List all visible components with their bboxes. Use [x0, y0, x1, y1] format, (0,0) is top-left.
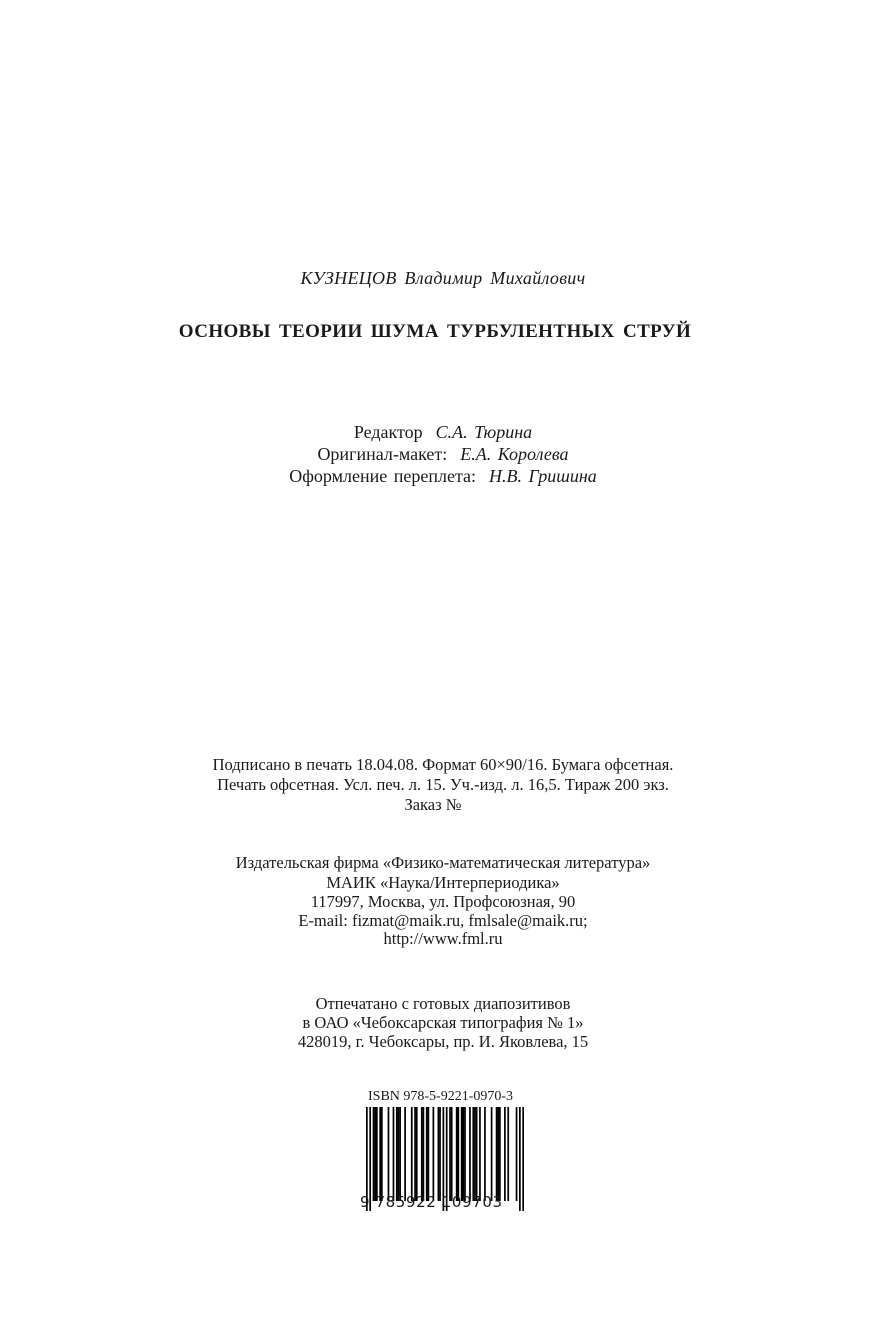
- order-number-line: Заказ №: [404, 795, 462, 814]
- credit-editor: [0, 422, 886, 442]
- barcode-bar: [469, 1107, 471, 1201]
- barcode-bar: [472, 1107, 474, 1201]
- barcode-bar: [456, 1107, 458, 1201]
- printer-line: Отпечатано с готовых диапозитивов: [315, 994, 571, 1013]
- barcode-bar: [504, 1107, 506, 1201]
- barcode-bar: [393, 1107, 395, 1201]
- barcode-bar: [457, 1107, 459, 1201]
- credit-role: Оригинал-макет:: [317, 444, 448, 464]
- barcode-bar: [416, 1107, 418, 1201]
- barcode-bar: [423, 1107, 425, 1201]
- credit-person: Е.А. Королева: [460, 444, 569, 464]
- barcode-bar: [404, 1107, 406, 1201]
- barcode-bar: [421, 1107, 423, 1201]
- barcode-bar: [474, 1107, 476, 1201]
- barcode-bar: [476, 1107, 478, 1201]
- barcode-bar: [462, 1107, 464, 1201]
- publisher-email: E-mail: fizmat@maik.ru, fmlsale@maik.ru;: [298, 911, 588, 930]
- barcode-bar: [439, 1107, 441, 1201]
- barcode-bar: [374, 1107, 376, 1201]
- barcode-bar: [497, 1107, 499, 1201]
- barcode-bar: [388, 1107, 390, 1201]
- barcode-bar: [451, 1107, 453, 1201]
- credit-person: С.А. Тюрина: [435, 422, 533, 442]
- barcode-bar: [484, 1107, 486, 1201]
- barcode-bar: [428, 1107, 430, 1201]
- author-name: КУЗНЕЦОВ Владимир Михайлович: [300, 268, 586, 288]
- printer-address: 428019, г. Чебоксары, пр. И. Яковлева, 15: [297, 1032, 589, 1051]
- barcode-bar: [449, 1107, 451, 1201]
- barcode-bar: [398, 1107, 400, 1201]
- isbn-label: ISBN 978-5-9221-0970-3: [368, 1089, 514, 1104]
- barcode-bar: [461, 1107, 463, 1201]
- publisher-line: МАИК «Наука/Интерпериодика»: [326, 873, 560, 892]
- barcode-digits: 9 785922 109703: [360, 1193, 503, 1211]
- barcode-bar: [499, 1107, 501, 1201]
- barcode-bar: [522, 1107, 524, 1211]
- barcode-bar: [399, 1107, 401, 1201]
- printer-line: в ОАО «Чебоксарская типография № 1»: [302, 1013, 584, 1032]
- book-title: ОСНОВЫ ТЕОРИИ ШУМА ТУРБУЛЕНТНЫХ СТРУЙ: [178, 321, 692, 342]
- credit-layout: [0, 444, 886, 464]
- barcode-bar: [507, 1107, 509, 1201]
- barcode-bar: [491, 1107, 493, 1201]
- print-info-line: Подписано в печать 18.04.08. Формат 60×90/16. Бумага офсетная.: [212, 755, 674, 774]
- credit-cover: [0, 466, 886, 486]
- publisher-line: Издательская фирма «Физико-математическая литература»: [235, 853, 651, 872]
- barcode-bar: [411, 1107, 413, 1201]
- barcode-bar: [396, 1107, 398, 1201]
- barcode-bar: [426, 1107, 428, 1201]
- barcode-bar: [464, 1107, 466, 1201]
- barcode-bar: [496, 1107, 498, 1201]
- barcode-bar: [516, 1107, 518, 1201]
- barcode-bar: [376, 1107, 378, 1201]
- print-info-line: Печать офсетная. Усл. печ. л. 15. Уч.-изд. л. 16,5. Тираж 200 экз.: [217, 775, 669, 794]
- barcode-bar: [379, 1107, 381, 1201]
- barcode-bar: [381, 1107, 383, 1201]
- barcode-bar: [373, 1107, 375, 1201]
- barcode-bar: [519, 1107, 521, 1211]
- publisher-website: http://www.fml.ru: [383, 929, 503, 948]
- credit-role: Оформление переплета:: [289, 466, 477, 486]
- barcode-bar: [414, 1107, 416, 1201]
- credit-person: Н.В. Гришина: [489, 466, 597, 486]
- publisher-address: 117997, Москва, ул. Профсоюзная, 90: [310, 892, 576, 911]
- barcode-bar: [438, 1107, 440, 1201]
- credit-role: Редактор: [353, 422, 423, 442]
- barcode-bar: [433, 1107, 435, 1201]
- barcode-bar: [479, 1107, 481, 1201]
